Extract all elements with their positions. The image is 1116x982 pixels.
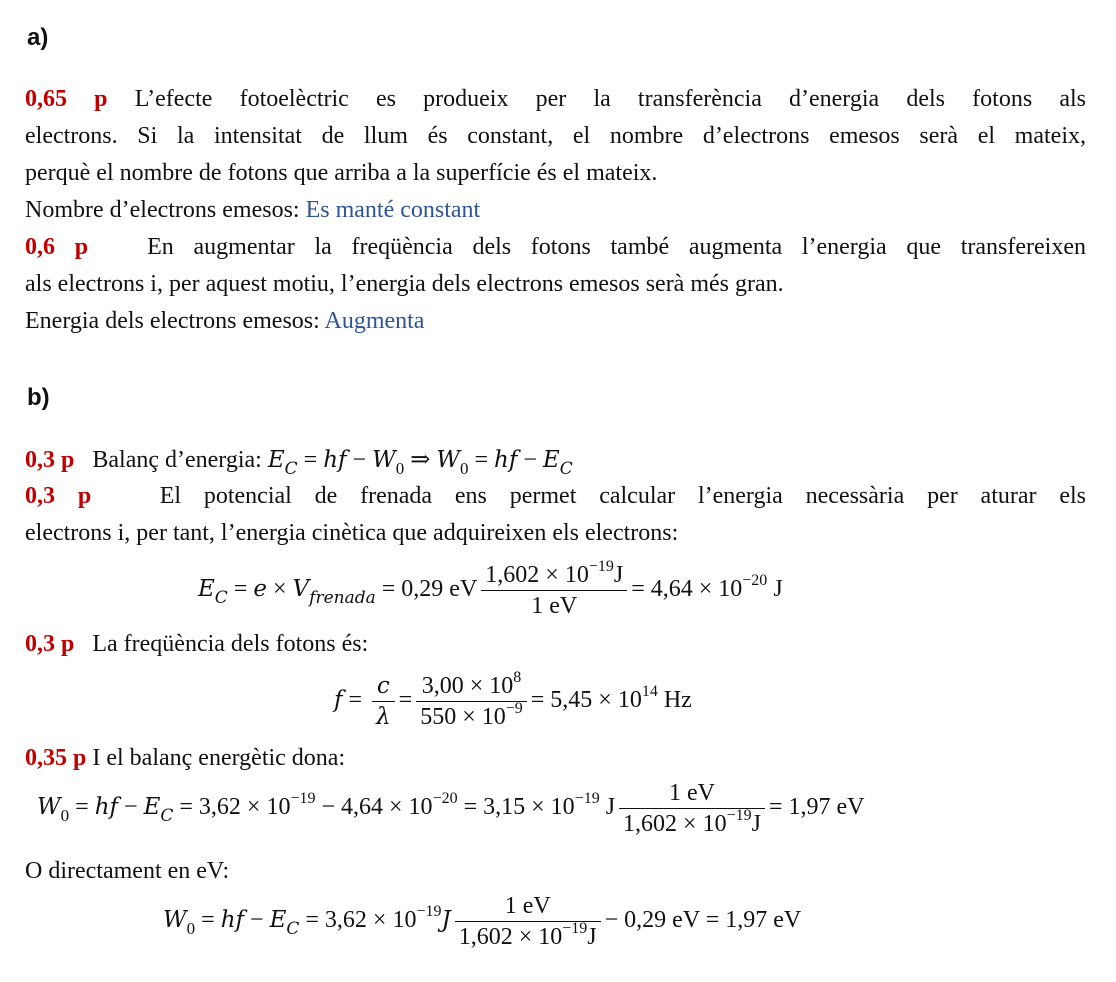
conversion-fraction	[619, 778, 765, 839]
unit: J	[773, 576, 783, 603]
fraction-numerator: 3,00 × 10	[421, 673, 514, 699]
paragraph-b2-line2: electrons i, per tant, l’energia cinètica que adquireixen els electrons:	[25, 520, 679, 546]
answer-electron-energy	[25, 306, 1086, 336]
unit: Hz	[663, 687, 692, 714]
fraction-numerator: 1 eV	[619, 778, 765, 809]
paragraph-a1-line2: electrons. Si la intensitat de llum és constant, el nombre d’electrons emesos serà el mateix,	[25, 123, 1086, 149]
term: = 3,62 × 10	[179, 794, 291, 821]
term: = 3,62 × 10	[305, 907, 417, 934]
answer-value: Augmenta	[324, 308, 425, 334]
unit: J	[613, 562, 624, 588]
fraction-denominator: 550 × 10	[420, 704, 506, 730]
exponent: −20	[432, 790, 458, 808]
exponent: 8	[513, 669, 522, 686]
answer-value: Es manté constant	[305, 197, 481, 223]
exponent: −19	[588, 558, 614, 575]
points-badge: 0,65 p	[25, 86, 108, 112]
work-function-ev-equation: $W_0$ = hf − $E_C = 3,62 \times 10^{-19}J$ $\frac{1 eV}{1,602 \times 10^{-19}J}$ − 0,29 eV = 1,97 eV	[163, 893, 802, 950]
frequency-equation: f = $\frac{c}{\lambda}$ = $\frac{3,00 \times 10^8}{550 \times 10^{-9}}$ = $5,45 \times 10^{14}$ Hz	[334, 669, 692, 730]
fraction-numerator: 1,602 × 10	[485, 562, 589, 588]
exponent: −19	[290, 790, 316, 808]
exponent: −20	[742, 572, 768, 590]
work-function-result: = 1,97 eV	[768, 794, 865, 821]
points-badge: 0,3 p	[25, 631, 75, 657]
c-over-lambda-fraction: $\frac{c}{\lambda}$	[372, 671, 395, 732]
paragraph-a2-line1	[25, 232, 1086, 262]
unit: J	[751, 811, 761, 837]
fraction-denominator: 1,602 × 10	[623, 811, 727, 837]
paragraph-text: I el balanç energètic dona:	[92, 745, 346, 771]
exponent: −19	[726, 807, 752, 824]
paragraph-a2-line2: als electrons i, per aquest motiu, l’energia dels electrons emesos serà més gran.	[25, 271, 784, 297]
paragraph-text: L’efecte fotoelèctric es produeix per la transferència d’energia dels fotons als	[134, 86, 1086, 112]
paragraph-b1	[25, 445, 1086, 479]
answer-label: Nombre d’electrons emesos:	[25, 197, 300, 223]
exponent: −19	[416, 903, 442, 921]
paragraph-b2-line1	[25, 481, 1086, 511]
paragraph-b4	[25, 743, 1086, 773]
points-badge: 0,6 p	[25, 234, 89, 260]
fraction-denominator: 1 eV	[531, 593, 578, 619]
conversion-fraction	[455, 891, 601, 952]
fraction-numerator: 1 eV	[455, 891, 601, 922]
paragraph-text: En augmentar la freqüència dels fotons també augmenta l’energia que transfereixen	[147, 234, 1086, 260]
exponent: −19	[562, 920, 588, 937]
section-b-heading: b)	[27, 384, 50, 411]
work-function-ev-result: − 0,29 eV = 1,97 eV	[604, 907, 802, 934]
ec-result: = 4,64 × 10	[631, 576, 743, 603]
points-badge: 0,3 p	[25, 483, 92, 509]
paragraph-a1-line1	[25, 84, 1086, 114]
points-badge: 0,35 p	[25, 745, 87, 771]
paragraph-text: La freqüència dels fotons és:	[92, 631, 369, 657]
paragraph-b3	[25, 629, 1086, 659]
points-badge: 0,3 p	[25, 447, 75, 473]
ec-value: = 0,29 eV	[381, 576, 478, 603]
exponent: 14	[641, 683, 658, 701]
term: − 4,64 × 10	[321, 794, 433, 821]
fraction-denominator: 1,602 × 10	[458, 924, 563, 950]
energy-balance-formula: $E_C$ = hf − $W_0$ ⇒ $W_0$ = hf − $E_C$	[267, 447, 573, 479]
exponent: −9	[505, 700, 523, 717]
paragraph-text: El potencial de frenada ens permet calcular l’energia necessària per aturar els	[159, 483, 1086, 509]
kinetic-energy-equation: $E_C = e \times V_{frenada} = 0,29$ eV $\frac{1,602 \times 10^{-19}J}{1 eV}$ = $4,64 \times 10^{-20}$ J	[198, 558, 783, 619]
paragraph-a1-line3: perquè el nombre de fotons que arriba a la superfície és el mateix.	[25, 160, 658, 186]
term: = 3,15 × 10	[463, 794, 575, 821]
work-function-equation: $W_0$ = hf − $E_C = 3,62 \times 10^{-19} - 4,64 \times 10^{-20} = 3,15 \times 10^{-19}$ J $\frac{1 eV}{1,602 \times 10^{-19}J}$ = 1,97 eV	[37, 780, 865, 837]
conversion-fraction	[481, 560, 627, 621]
exponent: −19	[574, 790, 600, 808]
unit: J	[605, 794, 616, 821]
paragraph-text: Balanç d’energia:	[92, 447, 262, 473]
frequency-result: = 5,45 × 10	[530, 687, 642, 714]
alternative-label: O directament en eV:	[25, 858, 230, 884]
section-a-heading: a)	[27, 24, 49, 51]
answer-electron-count	[25, 195, 1086, 225]
unit: J	[587, 924, 597, 950]
frequency-fraction	[416, 671, 527, 732]
answer-label: Energia dels electrons emesos:	[25, 308, 320, 334]
